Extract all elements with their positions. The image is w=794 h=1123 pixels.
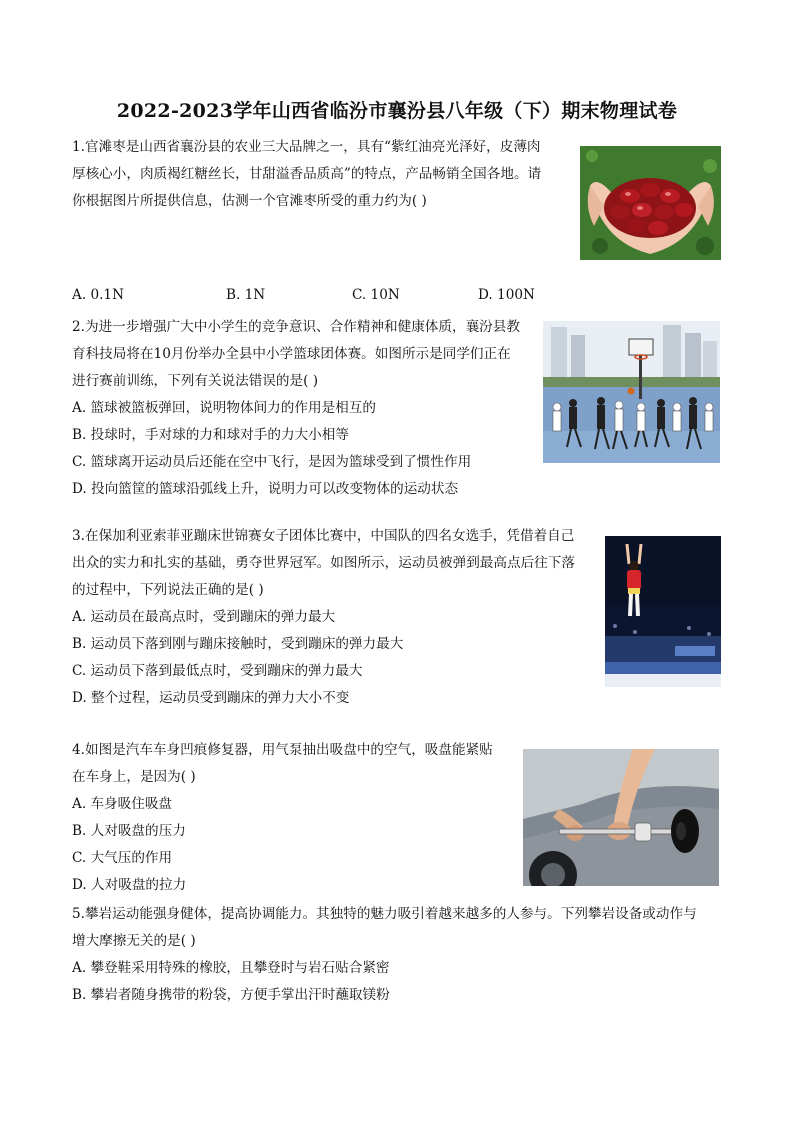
q2-option-b: B. 投球时，手对球的力和球对手的力大小相等 — [72, 427, 349, 443]
q1-line-2: 厚核心小，肉质褐红糖丝长，甘甜溢香品质高”的特点，产品畅销全国各地。请 — [72, 166, 542, 182]
q2-line-1: 2.为进一步增强广大中小学生的竞争意识、合作精神和健康体质，襄汾县教 — [72, 319, 520, 335]
q3-line-2: 出众的实力和扎实的基础，勇夺世界冠军。如图所示，运动员被弹到最高点后往下落 — [72, 555, 575, 571]
q1-option-b: B. 1N — [226, 287, 266, 303]
q3-line-3: 的过程中，下列说法正确的是( ) — [72, 582, 264, 598]
q4-line-2: 在车身上，是因为( ) — [72, 769, 196, 785]
page-title: 2022-2023学年山西省临汾市襄汾县八年级（下）期末物理试卷 — [116, 100, 678, 122]
q3-option-b: B. 运动员下落到刚与蹦床接触时，受到蹦床的弹力最大 — [72, 636, 404, 652]
q1-line-1: 1.官滩枣是山西省襄汾县的农业三大品牌之一，具有“紫红油亮光泽好，皮薄肉 — [72, 139, 541, 155]
trampoline-athlete-icon — [605, 536, 721, 687]
q4-option-c: C. 大气压的作用 — [72, 850, 173, 866]
q1-option-a: A. 0.1N — [72, 287, 124, 303]
q3-option-c: C. 运动员下落到最低点时，受到蹦床的弹力最大 — [72, 663, 363, 679]
car-dent-repair-icon — [523, 749, 719, 886]
q1-option-c: C. 10N — [352, 287, 400, 303]
q4-option-a: A. 车身吸住吸盘 — [72, 796, 173, 812]
q5-line-2: 增大摩擦无关的是( ) — [72, 933, 196, 949]
q4-option-d: D. 人对吸盘的拉力 — [72, 877, 187, 893]
basketball-training-icon — [543, 321, 720, 463]
q2-option-a: A. 篮球被篮板弹回，说明物体间力的作用是相互的 — [72, 400, 376, 416]
q1-line-3: 你根据图片所提供信息，估测一个官滩枣所受的重力约为( ) — [72, 193, 427, 209]
q2-option-c: C. 篮球离开运动员后还能在空中飞行，是因为篮球受到了惯性作用 — [72, 454, 472, 470]
q3-option-a: A. 运动员在最高点时，受到蹦床的弹力最大 — [72, 609, 336, 625]
q4-option-b: B. 人对吸盘的压力 — [72, 823, 186, 839]
q3-option-d: D. 整个过程，运动员受到蹦床的弹力大小不变 — [72, 690, 350, 706]
q2-line-3: 进行赛前训练，下列有关说法错误的是( ) — [72, 373, 319, 389]
q5-option-a: A. 攀登鞋采用特殊的橡胶，且攀登时与岩石贴合紧密 — [72, 960, 390, 976]
q1-option-d: D. 100N — [478, 287, 535, 303]
q5-option-b: B. 攀岩者随身携带的粉袋，方便手掌出汗时蘸取镁粉 — [72, 987, 390, 1003]
q3-line-1: 3.在保加利亚索菲亚蹦床世锦赛女子团体比赛中，中国队的四名女选手，凭借着自己 — [72, 528, 575, 544]
q2-line-2: 育科技局将在10月份举办全县中小学篮球团体赛。如图所示是同学们正在 — [72, 346, 511, 362]
q4-line-1: 4.如图是汽车车身凹痕修复器，用气泵抽出吸盘中的空气，吸盘能紧贴 — [72, 742, 493, 758]
q5-line-1: 5.攀岩运动能强身健体，提高协调能力。其独特的魅力吸引着越来越多的人参与。下列攀岩设备或动作与 — [72, 906, 697, 922]
hands-holding-jujubes-icon — [580, 146, 721, 260]
q2-option-d: D. 投向篮筐的篮球沿弧线上升，说明力可以改变物体的运动状态 — [72, 481, 459, 497]
